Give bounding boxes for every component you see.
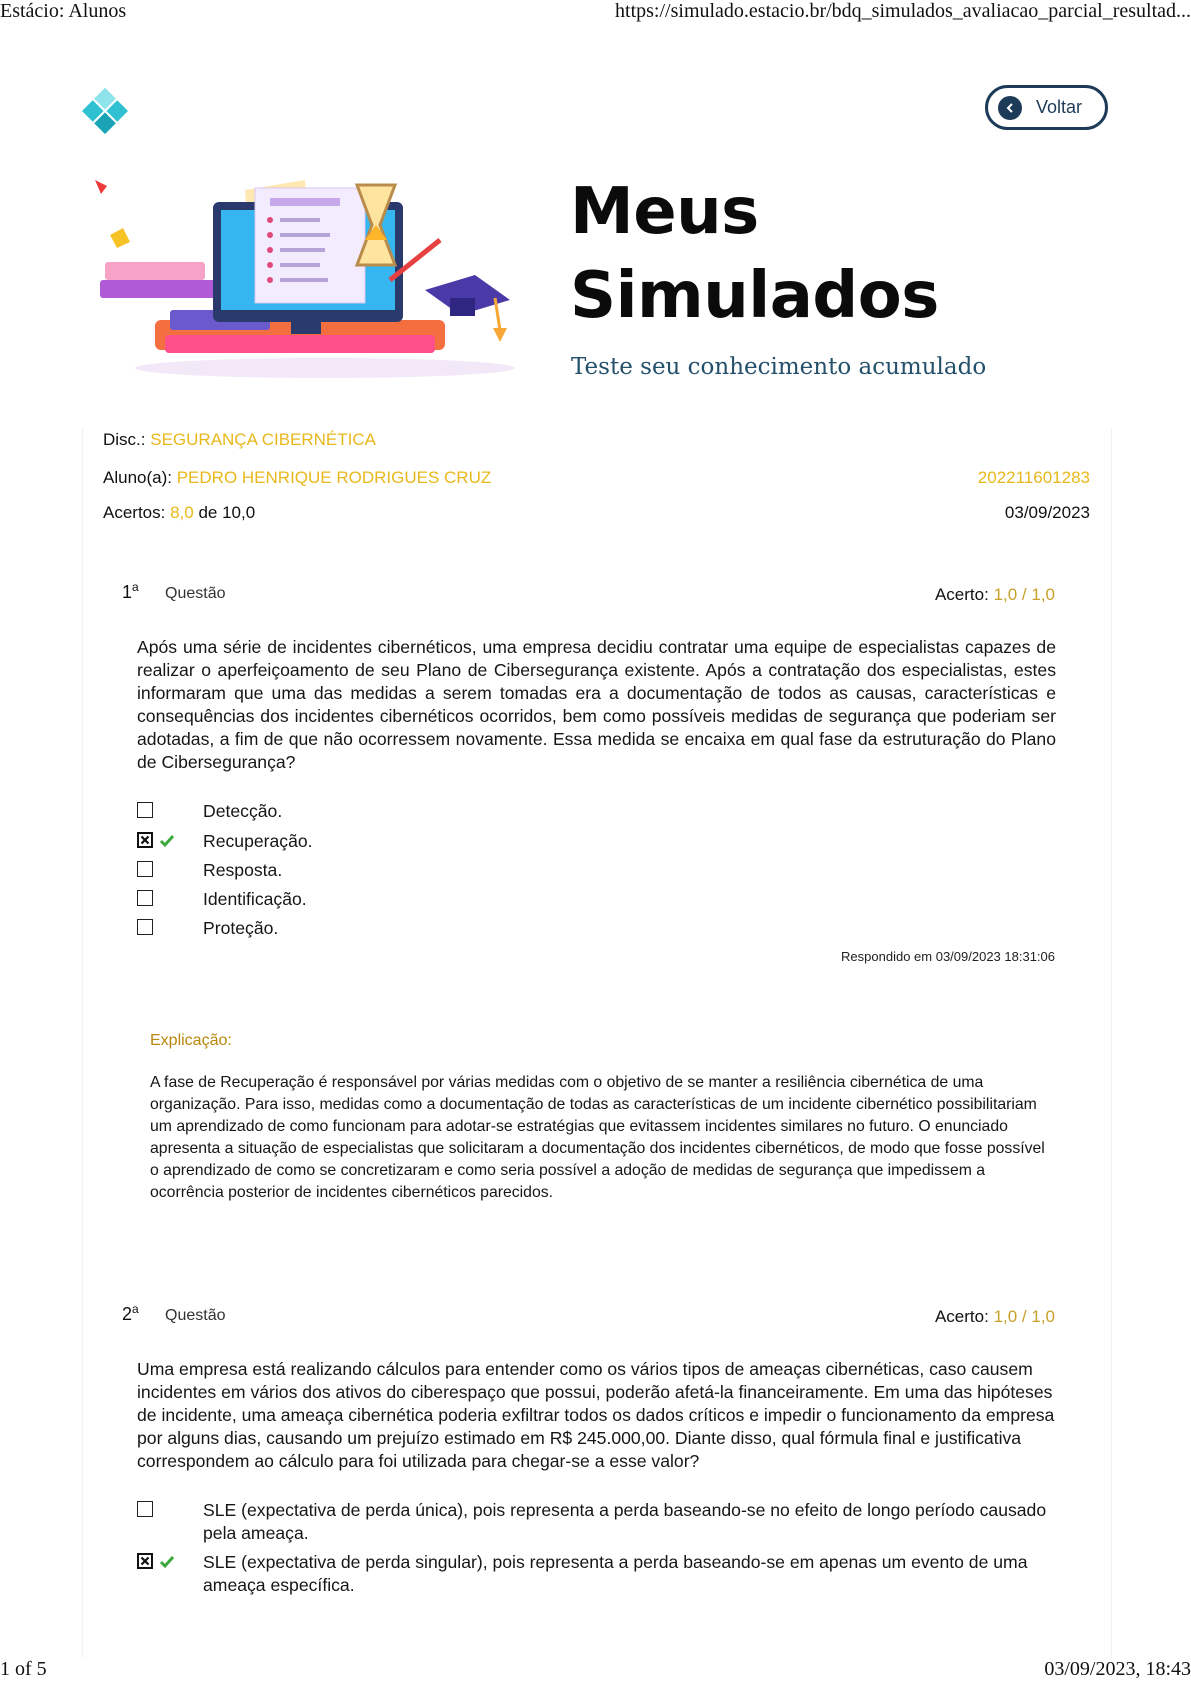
- exam-date: 03/09/2023: [1004, 503, 1090, 522]
- student-name: PEDRO HENRIQUE RODRIGUES CRUZ: [176, 468, 492, 487]
- answer-option[interactable]: [137, 859, 1057, 885]
- answered-timestamp: Respondido em 03/09/2023 18:31:06: [841, 949, 1055, 964]
- discipline-row: [103, 430, 376, 450]
- question-number-value: 1: [122, 582, 133, 602]
- question-score: [935, 1307, 1055, 1327]
- print-header: [0, 0, 1191, 26]
- question-number: [122, 1302, 139, 1325]
- question-score-value: 1,0 / 1,0: [993, 585, 1055, 604]
- print-url: https://simulado.estacio.br/bdq_simulados_avaliacao_parcial_resultad...: [615, 0, 1191, 22]
- question-number: [122, 580, 139, 603]
- answer-option[interactable]: [137, 800, 1057, 826]
- checkbox[interactable]: [137, 1501, 153, 1517]
- checkbox[interactable]: [137, 919, 153, 935]
- score-row: [103, 503, 255, 523]
- question-text: Uma empresa está realizando cálculos para entender como os vários tipos de ameaças cibernéticas, caso causem incidentes em vários dos ativos do ciberespaço que possui, poderão afetá-la financeiramente. Em uma das hipóteses de incidente, uma ameaça cibernética poderia exfiltrar todos os dados críticos e impedir o funcionamento da empresa por alguns dias, causando um prejuízo estimado em R$ 245.000,00. Diante disso, qual fórmula final e justificativa correspondem ao cálculo para foi utilizada para chegar-se a esse valor?: [137, 1359, 1055, 1471]
- page-title-line-2: Simulados: [570, 259, 939, 333]
- print-page-title: Estácio: Alunos: [0, 0, 127, 22]
- question-score-label: Acerto:: [934, 1307, 989, 1326]
- chevron-left-icon: [998, 96, 1022, 120]
- score-total: de 10,0: [198, 503, 256, 522]
- page-subtitle: Teste seu conhecimento acumulado: [571, 354, 987, 380]
- question-number-value: 2: [122, 1304, 133, 1324]
- print-footer: [0, 1658, 1191, 1684]
- back-button-label: Voltar: [1036, 97, 1083, 117]
- back-button[interactable]: [985, 85, 1108, 130]
- answer-option-text: Resposta.: [203, 860, 283, 880]
- explanation-text: A fase de Recuperação é responsável por várias medidas com o objetivo de se manter a resiliência cibernética de uma organização. Para isso, medidas como a documentação de todas as características de um incidente cibernético possibilitariam um aprendizado de como funcionam para adotar-se estratégias que evitassem incidentes similares no futuro. O enunciado apresenta a situação de especialistas que solicitaram a documentação dos incidentes cibernéticos, de modo que fosse possível o aprendizado de como se concretizaram e como seria possível a adoção de medidas de segurança que impedissem a ocorrência posterior de incidentes cibernéticos parecidos.: [150, 1074, 1045, 1201]
- question-score-value: 1,0 / 1,0: [993, 1307, 1055, 1326]
- answer-option[interactable]: [137, 1499, 1057, 1547]
- answer-option[interactable]: [137, 917, 1057, 943]
- discipline-label: Disc.:: [103, 430, 146, 449]
- print-page-number: 1 of 5: [0, 1658, 47, 1680]
- answer-option-text: SLE (expectativa de perda única), pois representa a perda baseando-se no efeito de longo período causado pela ameaça.: [203, 1500, 1047, 1543]
- score-value: 8,0: [170, 503, 194, 522]
- student-row: [103, 468, 491, 488]
- question-label: Questão: [165, 585, 226, 602]
- checked-box-icon[interactable]: [137, 1553, 153, 1569]
- question-ordinal: a: [132, 580, 139, 594]
- checked-box-icon[interactable]: [137, 832, 153, 848]
- answer-option-text: SLE (expectativa de perda singular), pois representa a perda baseando-se em apenas um evento de uma ameaça específica.: [203, 1552, 1028, 1595]
- checkbox[interactable]: [137, 802, 153, 818]
- question-score-label: Acerto:: [934, 585, 989, 604]
- student-id: 202211601283: [977, 468, 1090, 487]
- checkbox[interactable]: [137, 890, 153, 906]
- explanation-title: Explicação:: [150, 1032, 232, 1049]
- answer-option-text: Recuperação.: [203, 831, 313, 851]
- checkbox[interactable]: [137, 861, 153, 877]
- correct-check-icon: [159, 834, 175, 848]
- page-title: [570, 170, 1090, 338]
- answer-option-text: Identificação.: [203, 889, 307, 909]
- page-title-line-1: Meus: [570, 175, 759, 249]
- answer-option-selected[interactable]: [137, 1551, 1057, 1599]
- question-text: Após uma série de incidentes cibernéticos, uma empresa decidiu contratar uma equipe de especialistas capazes de realizar o aperfeiçoamento de seu Plano de Cibersegurança existente. Após a contratação dos especialistas, estes informaram que uma das medidas a serem tomadas era a documentação de todos as causas, características e consequências dos incidentes cibernéticos ocorridos, bem como possíveis medidas de segurança que poderiam ser adotadas, a fim de que não ocorressem novamente. Essa medida se encaixa em qual fase da estruturação do Plano de Cibersegurança?: [137, 637, 1056, 772]
- question-label: Questão: [165, 1307, 226, 1324]
- question-ordinal: a: [132, 1302, 139, 1316]
- hero-illustration: [95, 180, 550, 380]
- answer-option-text: Proteção.: [203, 918, 279, 938]
- student-label: Aluno(a):: [103, 468, 172, 487]
- question-score: [935, 585, 1055, 605]
- score-label: Acertos:: [103, 503, 166, 522]
- answer-option-selected[interactable]: [137, 830, 1057, 856]
- estacio-logo-icon[interactable]: [82, 88, 128, 134]
- correct-check-icon: [159, 1555, 175, 1569]
- results-card: [82, 428, 1112, 1658]
- print-datetime: 03/09/2023, 18:43: [1044, 1658, 1191, 1680]
- discipline-value: SEGURANÇA CIBERNÉTICA: [150, 430, 376, 449]
- answer-option[interactable]: [137, 888, 1057, 914]
- answer-option-text: Detecção.: [203, 801, 283, 821]
